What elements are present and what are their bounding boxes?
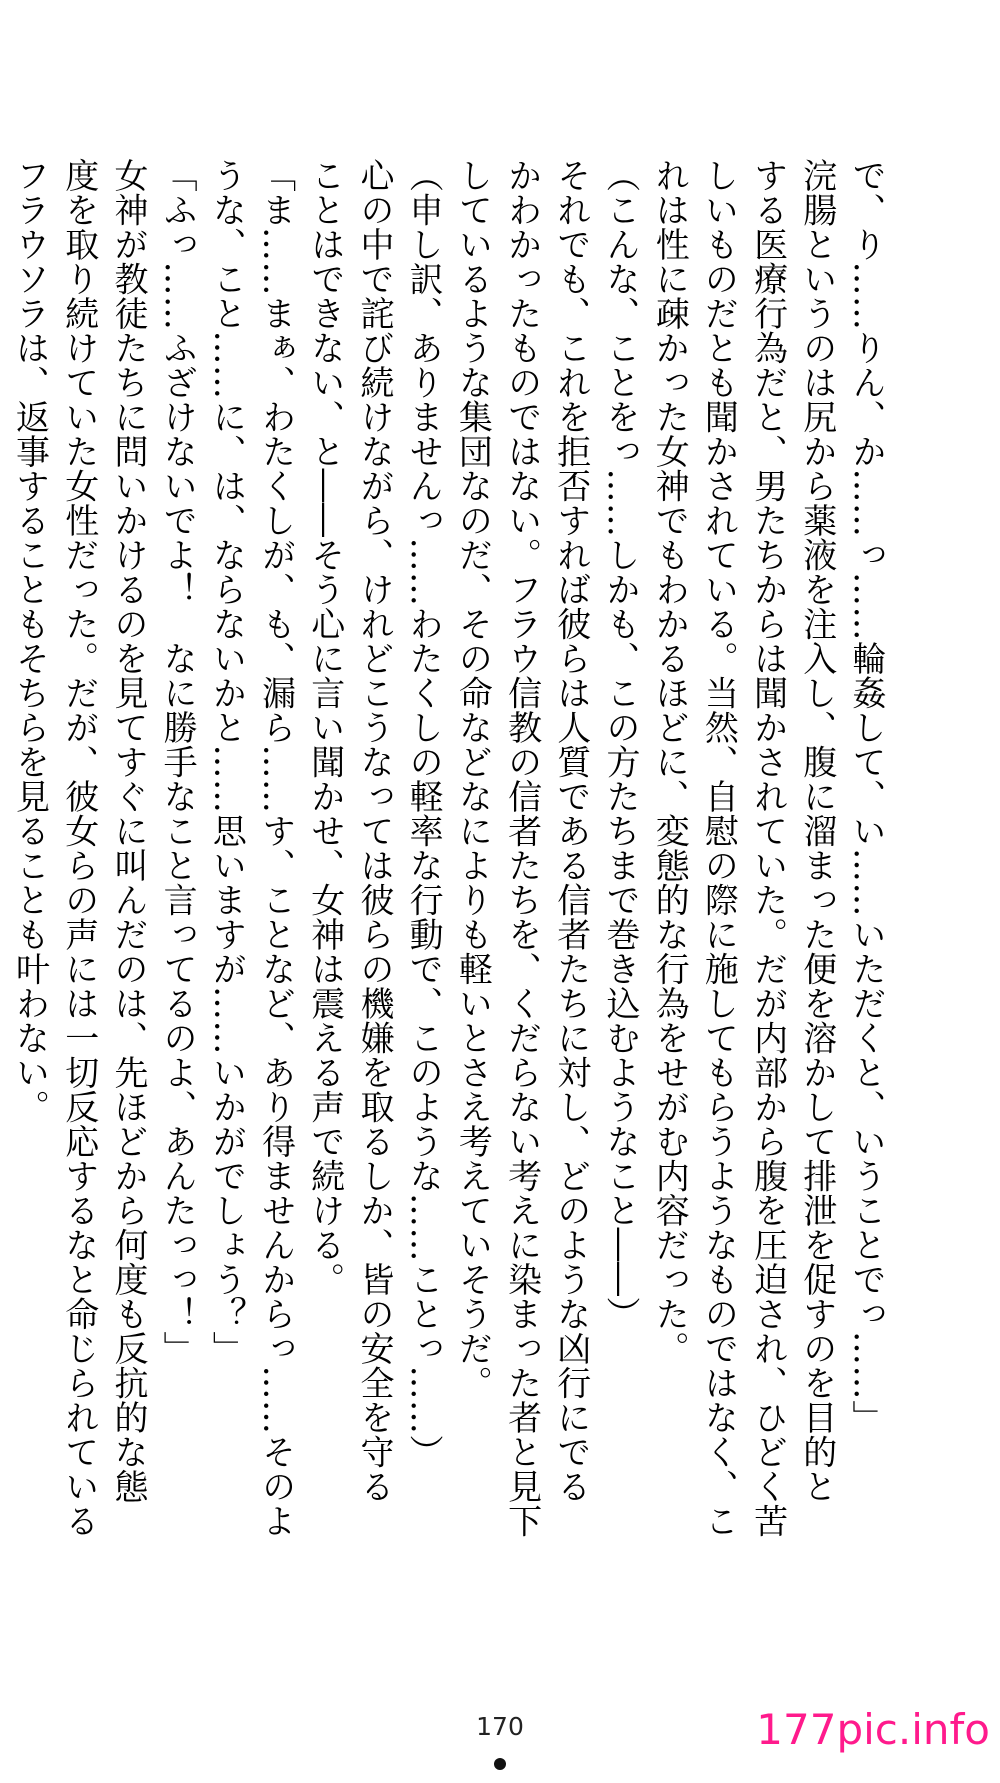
text-line: する医療行為だと、男たちからは聞かされていた。だが内部から腹を圧迫され、ひどく苦 bbox=[747, 158, 788, 1538]
text-line: 「ま……まぁ、わたくしが、も、漏ら……す、ことなど、あり得ませんからっ……そのよ bbox=[255, 158, 296, 1538]
text-line: うな、こと……に、は、ならないかと……思いますが……いかがでしょう？」 bbox=[206, 158, 247, 1366]
text-line: 度を取り続けていた女性だった。だが、彼女らの声には一切反応するなと命じられている bbox=[58, 158, 99, 1538]
watermark-link[interactable]: 177pic.info bbox=[756, 1705, 990, 1754]
page-number: 170 bbox=[476, 1712, 524, 1741]
text-line: フラウソラは、返事することもそちらを見ることも叶わない。 bbox=[9, 158, 50, 1124]
text-line: 浣腸というのは尻から薬液を注入し、腹に溜まった便を溶かして排泄を促すのを目的と bbox=[796, 158, 837, 1504]
text-line: かわかったものではない。フラウ信教の信者たちを、くだらない考えに染まった者と見下 bbox=[501, 158, 542, 1538]
text-line: しいものだとも聞かされている。当然、自慰の際に施してもらうようなものではなく、こ bbox=[698, 158, 739, 1538]
text-line: （申し訳、ありませんっ……わたくしの軽率な行動で、このような……ことっ……） bbox=[403, 158, 444, 1469]
text-line: れは性に疎かった女神でもわかるほどに、変態的な行為をせがむ内容だった。 bbox=[649, 158, 690, 1366]
text-line: ことはできない、と――そう心に言い聞かせ、女神は震える声で続ける。 bbox=[304, 158, 345, 1297]
page-marker-dot bbox=[494, 1758, 506, 1770]
body-text bbox=[4, 158, 890, 1558]
text-line: 「ふっ……ふざけないでよ！ なに勝手なこと言ってるのよ、あんたっっ！」 bbox=[157, 158, 198, 1366]
text-line: （こんな、ことをっ……しかも、この方たちまで巻き込むようなこと――） bbox=[599, 158, 640, 1331]
text-line: で、り……りん、か……っ……輪姦して、い……いただくと、いうことでっ……」 bbox=[846, 158, 886, 1435]
text-line: それでも、これを拒否すれば彼らは人質である信者たちに対し、どのような凶行にでる bbox=[550, 158, 591, 1504]
text-line: 心の中で詫び続けながら、けれどこうなっては彼らの機嫌を取るしか、皆の安全を守る bbox=[353, 158, 394, 1504]
text-line: 女神が教徒たちに問いかけるのを見てすぐに叫んだのは、先ほどから何度も反抗的な態 bbox=[107, 158, 148, 1504]
text-line: しているような集団なのだ、その命などなによりも軽いとさえ考えていそうだ。 bbox=[452, 158, 493, 1400]
